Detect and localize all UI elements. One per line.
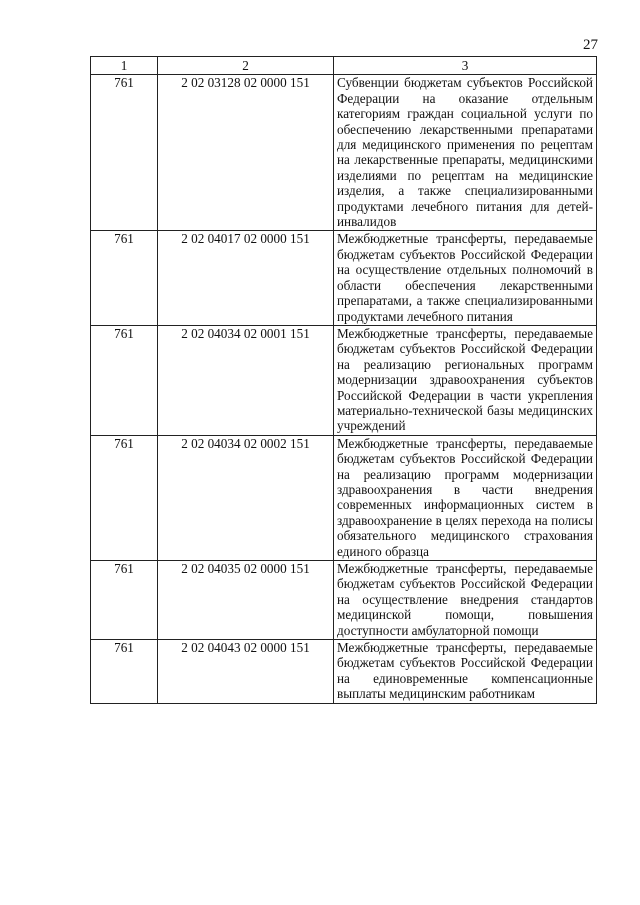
column-header-3: 3 — [334, 57, 597, 75]
description-cell: Межбюджетные трансферты, передаваемые бюджетам субъектов Российской Федерации на реализацию региональных программ модернизации здравоохранения субъектов Российской Федерации в части укрепления материально-технической базы медицинских учреждений — [334, 325, 597, 435]
budget-classification-code-cell: 2 02 04043 02 0000 151 — [158, 640, 334, 704]
budget-classification-code-cell: 2 02 03128 02 0000 151 — [158, 75, 334, 231]
budget-classification-code-cell: 2 02 04017 02 0000 151 — [158, 231, 334, 325]
description-cell: Межбюджетные трансферты, передаваемые бюджетам субъектов Российской Федерации на осуществление отдельных полномочий в области обеспечения лекарственными препаратами, а также специализированными продуктами лечебного питания — [334, 231, 597, 325]
table-row — [91, 640, 597, 704]
budget-classification-code-cell: 2 02 04035 02 0000 151 — [158, 561, 334, 640]
budget-classification-code-cell: 2 02 04034 02 0001 151 — [158, 325, 334, 435]
description-cell: Межбюджетные трансферты, передаваемые бюджетам субъектов Российской Федерации на единовременные компенсационные выплаты медицинским работникам — [334, 640, 597, 704]
column-header-1: 1 — [91, 57, 158, 75]
table-row — [91, 231, 597, 325]
column-header-2: 2 — [158, 57, 334, 75]
admin-code-cell: 761 — [91, 561, 158, 640]
admin-code-cell: 761 — [91, 231, 158, 325]
budget-codes-table — [90, 56, 597, 704]
admin-code-cell: 761 — [91, 435, 158, 560]
admin-code-cell: 761 — [91, 75, 158, 231]
admin-code-cell: 761 — [91, 640, 158, 704]
description-cell: Субвенции бюджетам субъектов Российской Федерации на оказание отдельным категориям граждан социальной услуги по обеспечению лекарственными препаратами для медицинского применения по рецептам на лекарственные препараты, медицинскими изделиями по рецептам на медицинские изделия, а также специализированными продуктами лечебного питания для детей-инвалидов — [334, 75, 597, 231]
table-row — [91, 561, 597, 640]
page-number: 27 — [583, 37, 598, 53]
table-row — [91, 325, 597, 435]
table-row — [91, 75, 597, 231]
budget-classification-code-cell: 2 02 04034 02 0002 151 — [158, 435, 334, 560]
table-header-row — [91, 57, 597, 75]
table-row — [91, 435, 597, 560]
description-cell: Межбюджетные трансферты, передаваемые бюджетам субъектов Российской Федерации на осуществление внедрения стандартов медицинской помощи, повышения доступности амбулаторной помощи — [334, 561, 597, 640]
description-cell: Межбюджетные трансферты, передаваемые бюджетам субъектов Российской Федерации на реализацию программ модернизации здравоохранения в части внедрения современных информационных систем в здравоохранение в целях перехода на полисы обязательного медицинского страхования единого образца — [334, 435, 597, 560]
admin-code-cell: 761 — [91, 325, 158, 435]
